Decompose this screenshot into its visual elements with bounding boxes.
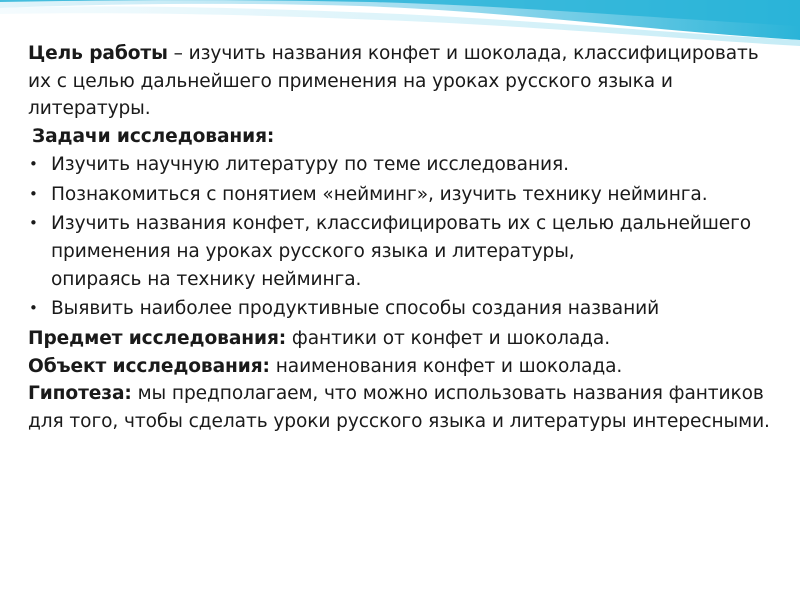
bullet-icon: •: [29, 214, 38, 233]
list-item: [28, 151, 780, 179]
task-text: Познакомиться с понятием «нейминг», изучить технику нейминга.: [51, 183, 708, 205]
goal-label: Цель работы: [28, 43, 168, 64]
object-paragraph: [28, 353, 780, 381]
goal-paragraph: [28, 40, 780, 123]
hypothesis-paragraph: [28, 380, 780, 435]
list-item: [28, 295, 780, 323]
list-item: [28, 181, 780, 209]
bullet-icon: •: [29, 299, 38, 318]
object-label: Объект исследования:: [28, 355, 270, 377]
slide-content: [28, 40, 780, 436]
subject-label: Предмет исследования:: [28, 328, 287, 350]
task-text-continuation: опираясь на технику нейминга.: [51, 268, 362, 290]
tasks-list: [28, 151, 780, 323]
hypothesis-label: Гипотеза:: [28, 383, 132, 405]
object-text: наименования конфет и шоколада.: [269, 355, 623, 377]
bullet-icon: •: [29, 154, 38, 173]
tasks-heading: Задачи исследования:: [32, 126, 275, 148]
list-item: [28, 210, 780, 293]
bullet-icon: •: [29, 184, 38, 203]
task-text: Изучить названия конфет, классифицировать их с целью дальнейшего применения на уроках русского языка и литературы,: [51, 213, 752, 262]
task-text: Выявить наиболее продуктивные способы создания названий: [51, 298, 660, 320]
goal-text: – изучить названия конфет и шоколада, классифицировать их с целью дальнейшего применения на уроках русского языка и литературы.: [28, 43, 759, 120]
hypothesis-text: мы предполагаем, что можно использовать названия фантиков для того, чтобы сделать уроки русского языка и литературы интересными.: [28, 383, 770, 433]
task-text: Изучить научную литературу по теме исследования.: [51, 153, 569, 175]
subject-paragraph: [28, 325, 780, 353]
subject-text: фантики от конфет и шоколада.: [286, 328, 611, 350]
